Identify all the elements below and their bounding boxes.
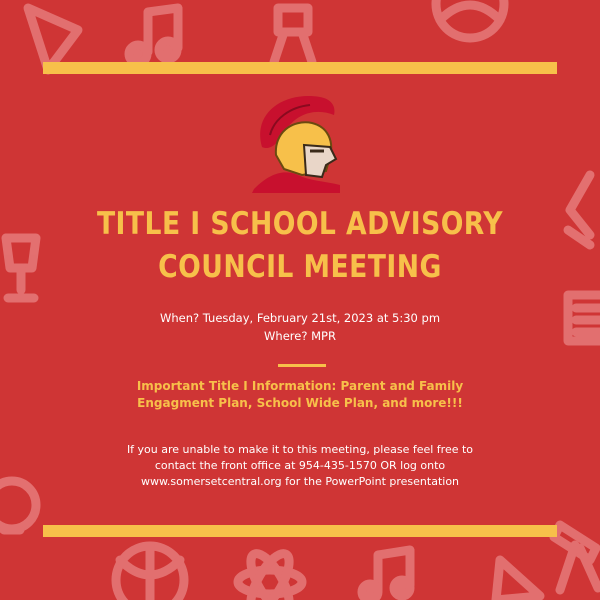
trophy-icon	[6, 238, 36, 298]
basketball-icon	[436, 0, 504, 38]
top-accent-bar	[43, 62, 557, 74]
triangle-icon	[28, 8, 78, 70]
atom-icon	[238, 548, 302, 600]
telescope-icon	[554, 525, 598, 590]
music-note-icon	[129, 8, 178, 63]
lightbulb-icon	[0, 481, 36, 530]
easel-icon	[274, 8, 312, 62]
trojan-warrior-icon	[240, 85, 360, 195]
bottom-accent-bar	[43, 525, 557, 537]
important-info: Important Title I Information: Parent and Family Engagment Plan, School Wide Plan, and more!!!	[136, 379, 464, 410]
page-title	[94, 203, 507, 289]
title-line-1: TITLE I SCHOOL ADVISORY	[96, 206, 504, 242]
triangle-icon	[496, 560, 540, 600]
basketball-icon	[116, 546, 184, 600]
section-divider	[278, 364, 326, 367]
saxophone-icon	[568, 175, 590, 245]
meeting-when: When? Tuesday, February 21st, 2023 at 5:30 pm	[159, 311, 441, 325]
music-note-icon	[362, 550, 410, 600]
meeting-where: Where? MPR	[264, 329, 336, 343]
newspaper-icon	[568, 295, 600, 341]
contact-info: If you are unable to make it to this meeting, please feel free to contact the front office at 954-435-1570 OR log onto www.somersetcentral.org for the PowerPoint presentation	[126, 443, 474, 488]
title-line-2: COUNCIL MEETING	[158, 249, 442, 285]
